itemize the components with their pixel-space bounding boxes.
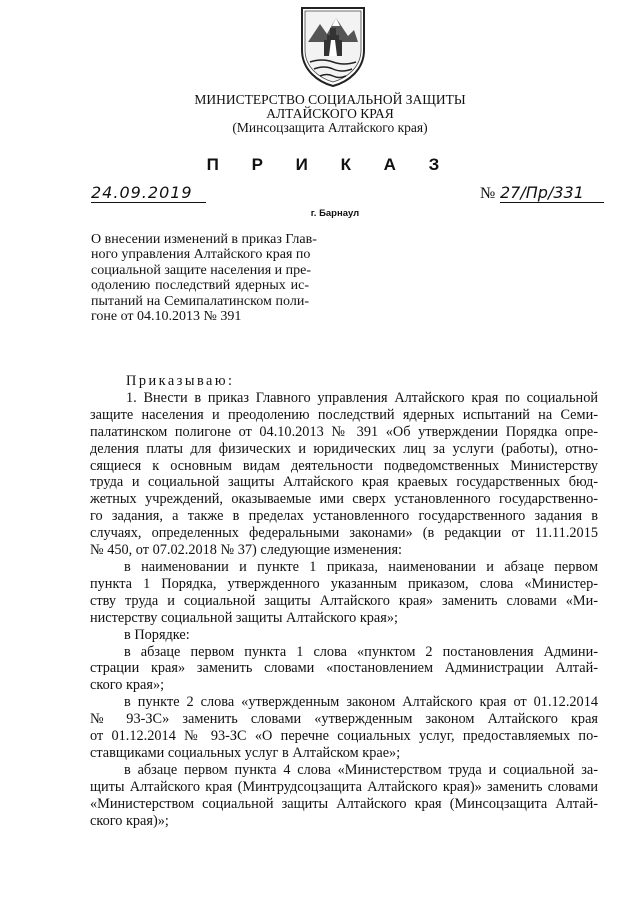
- ministry-short-name: (Минсоцзащита Алтайского края): [232, 120, 428, 135]
- subject-line: ного управления Алтайского края по: [91, 247, 311, 263]
- body-line: № 450, от 07.02.2018 № 37) следующие изменения:: [90, 542, 403, 559]
- body-line: в наименовании и пункте 1 приказа, наименовании и абзаце первом: [124, 558, 598, 575]
- body-line: в абзаце первом пункта 1 слова «пунктом 2 постановления Админи-: [124, 643, 598, 660]
- subject-line: одолению последствий ядерных ис-: [91, 278, 309, 294]
- body-line: № 93-ЗС» заменить словами «утвержденным законом Алтайского края: [90, 711, 598, 728]
- body-line: ставщиками социальных услуг в Алтайском крае»;: [90, 744, 401, 761]
- body-line: щиты Алтайского края (Минтрудсоцзащита Алтайского края)» заменить словами: [90, 778, 598, 795]
- document-number: 27/Пр/331: [500, 184, 604, 203]
- body-line: страции края» заменить словами «постановлением Администрации Алтай-: [90, 660, 598, 677]
- region-name: АЛТАЙСКОГО КРАЯ: [266, 106, 394, 121]
- document-subject: [91, 232, 317, 325]
- body-line: в абзаце первом пункта 4 слова «Министерством труда и социальной за-: [124, 761, 598, 778]
- subject-line: социальной защите населения и пре-: [91, 262, 312, 278]
- body-line: го задания, а также в пределах установленного государственного задания в: [90, 508, 598, 525]
- number-sign: №: [480, 185, 496, 202]
- body-line: в Порядке:: [124, 626, 190, 643]
- city-label: г. Барнаул: [310, 208, 360, 219]
- order-intro: Приказываю:: [126, 373, 235, 389]
- body-line: ского края»;: [90, 677, 165, 694]
- body-line: от 01.12.2014 № 93-ЗС «О перечне социальных услуг, предоставляемых по-: [90, 728, 598, 745]
- body-line: нистерству социальной защиты Алтайского края»;: [90, 609, 398, 626]
- subject-line: О внесении изменений в приказ Глав-: [91, 232, 317, 247]
- coat-of-arms-emblem: [296, 4, 370, 88]
- body-line: пункта 1 Порядка, утвержденного указанным приказом, слова «Министер-: [90, 575, 598, 592]
- body-line: палатинском полигоне от 04.10.2013 № 391 «Об утверждении Порядка опре-: [90, 423, 598, 440]
- ministry-name: МИНИСТЕРСТВО СОЦИАЛЬНОЙ ЗАЩИТЫ: [194, 92, 466, 107]
- body-line: ству труда и социальной защиты Алтайского края» заменить словами «Ми-: [90, 592, 598, 609]
- document-title: П Р И К А З: [206, 155, 454, 174]
- body-line: жетных учреждений, оказываемые ими сверх установленного государственно-: [90, 491, 598, 508]
- body-line: деления платы для физических и юридических лиц за услуги (работы), отно-: [90, 440, 598, 457]
- body-line: «Министерством социальной защиты Алтайского края (Минсоцзащита Алтай-: [90, 795, 598, 812]
- body-line: труда и социальной защиты Алтайского края краевых государственных бюд-: [90, 474, 598, 491]
- body-line: защите населения и преодолению последствий ядерных испытаний на Семи-: [90, 406, 598, 423]
- body-line: сящиеся к основным видам деятельности подведомственных Министерству: [90, 457, 598, 474]
- document-body: [90, 373, 598, 829]
- body-line: случаях, определенных федеральными законами» (в редакции от 11.11.2015: [90, 525, 598, 542]
- document-date: 24.09.2019: [91, 184, 206, 203]
- body-line: ского края)»;: [90, 812, 169, 829]
- subject-line: гоне от 04.10.2013 № 391: [91, 309, 242, 325]
- body-line: 1. Внести в приказ Главного управления Алтайского края по социальной: [126, 389, 598, 406]
- subject-line: пытаний на Семипалатинском поли-: [91, 293, 309, 309]
- body-line: в пункте 2 слова «утвержденным законом Алтайского края от 01.12.2014: [124, 694, 598, 711]
